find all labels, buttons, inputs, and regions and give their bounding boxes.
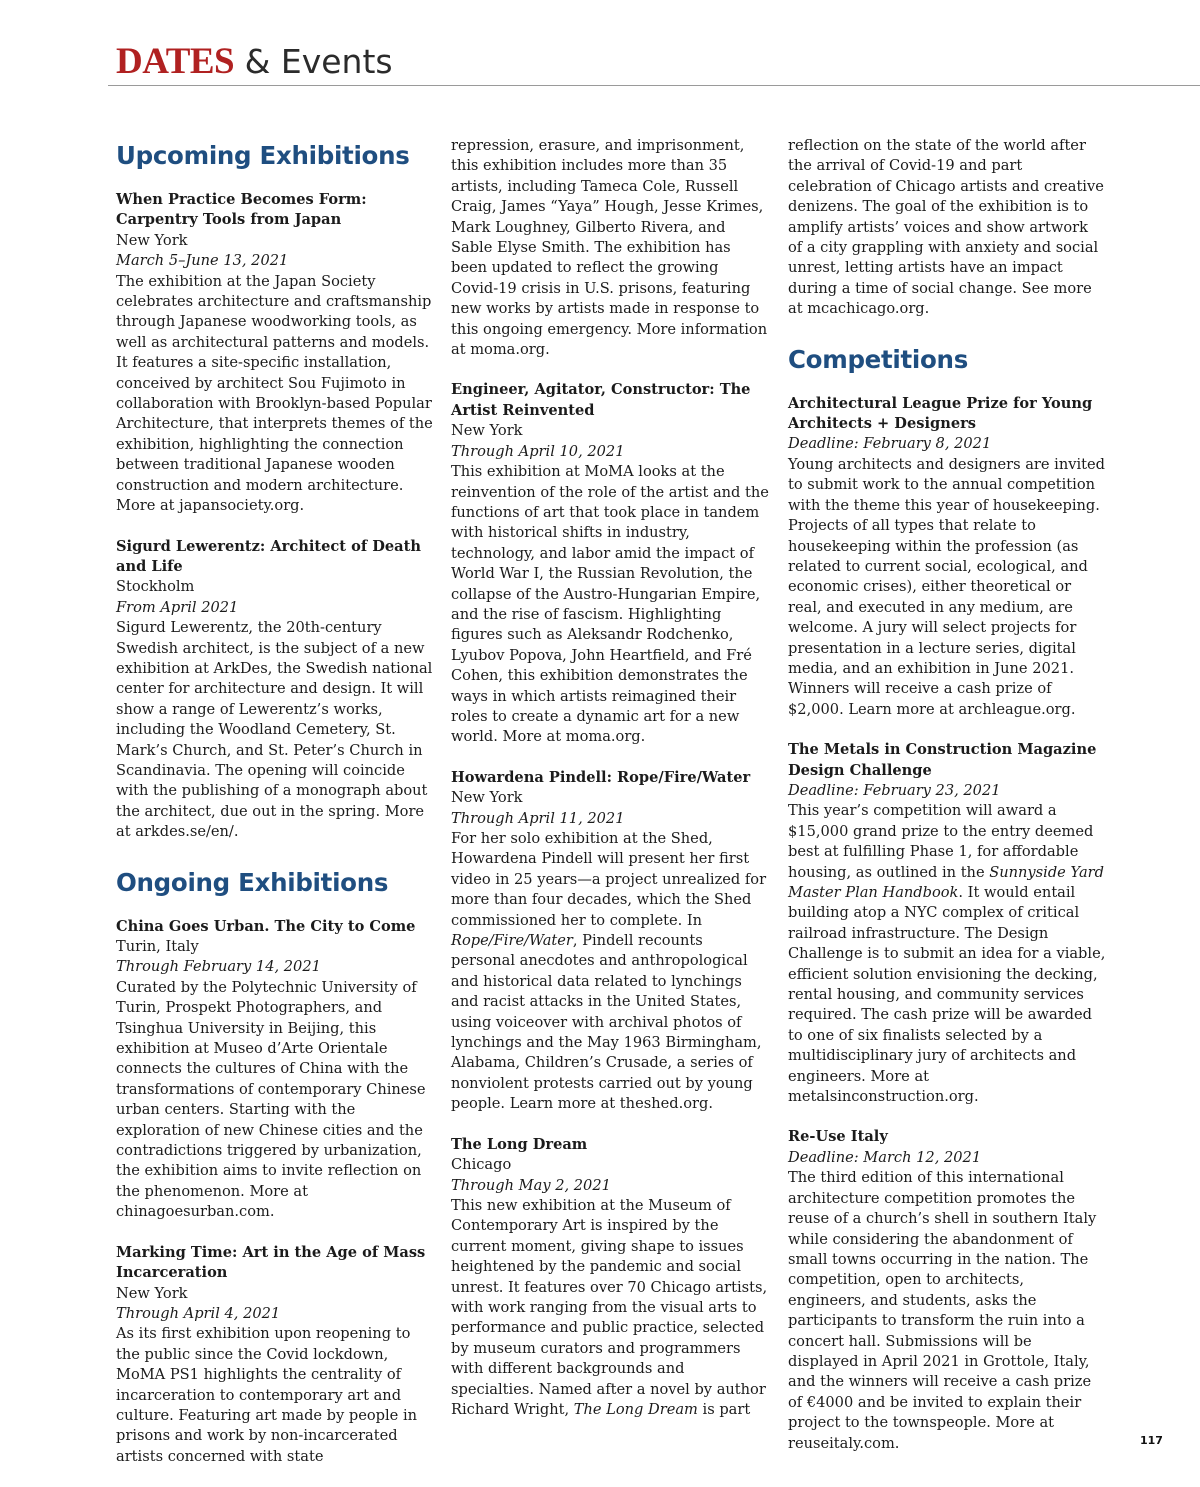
entry-date: Through April 10, 2021 (451, 442, 625, 460)
entry-body: Young architects and designers are invited to submit work to the annual competition with the theme this year of housekeeping. Projects of all types that relate to housekeeping within the profession (as related to current social, ecological, and economic crises), either theoretical or real, and executed in any medium, are welcome. A jury will select projects for presentation in a lecture series, digital media, and an exhibition in June 2021. Winners will receive a cash prize of $2,000. Learn more at archleague.org. (788, 455, 1105, 718)
header-rule (108, 85, 1200, 86)
entry-body: Sigurd Lewerentz, the 20th-century Swedish architect, is the subject of a new exhibition at ArkDes, the Swedish national center for architecture and design. It will show a range of Lewerentz’s works, including the Woodland Cemetery, St. Mark’s Church, and St. Peter’s Church in Scandinavia. The opening will coincide with the publishing of a monograph about the architect, due out in the spring. More at arkdes.se/en/. (116, 619, 433, 841)
entry-body: The third edition of this international architecture competition promotes the reuse of a church’s shell in southern Italy while considering the abandonment of small towns occurring in the nation. The competition, open to architects, engineers, and students, asks the participants to transform the ruin into a concert hall. Submissions will be displayed in April 2021 in Grottole, Italy, and the winners will receive a cash prize of €4000 and be invited to explain their project to the townspeople. More at reuseitaly.com. (788, 1169, 1097, 1452)
entry-body-continued: repression, erasure, and imprisonment, this exhibition includes more than 35 artists, including Tameca Cole, Russell Craig, James “Yaya” Hough, Jesse Krimes, Mark Loughney, Gilberto Rivera, and Sable Elyse Smith. The exhibition has been updated to reflect the growing Covid-19 crisis in U.S. prisons, featuring new works by artists made in response to this ongoing emergency. More information at moma.org. (451, 137, 768, 359)
entry-deadline: Deadline: February 23, 2021 (788, 781, 1001, 799)
entry-location: Stockholm (116, 578, 195, 596)
page-header (116, 40, 393, 84)
entry-location: New York (451, 789, 523, 807)
entry-title: China Goes Urban. The City to Come (116, 917, 416, 935)
entry-location: New York (451, 422, 523, 440)
entry-body-text: , Pindell recounts personal anecdotes and anthropological and historical data related to lynchings and racist attacks in the United States, using voiceover with archival photos of lynchings and the May 1963 Birmingham, Alabama, Children’s Crusade, a series of nonviolent protests carried out by young people. Learn more at theshed.org. (451, 932, 762, 1113)
entry-body-text: . It would entail building atop a NYC complex of critical railroad infrastructure. The Design Challenge is to submit an idea for a viable, efficient solution envisioning the decking, rental housing, and community services required. The cash prize will be awarded to one of six finalists selected by a multidisciplinary jury of architects and engineers. More at metalsinconstruction.org. (788, 884, 1106, 1106)
entry-date: Through February 14, 2021 (116, 958, 321, 976)
entry-body: The exhibition at the Japan Society celebrates architecture and craftsmanship through Japanese woodworking tools, as well as architectural patterns and models. It features a site-specific installation, conceived by architect Sou Fujimoto in collaboration with Brooklyn-based Popular Architecture, that interprets themes of the exhibition, highlighting the connection between traditional Japanese wooden construction and modern architecture. More at japansociety.org. (116, 272, 433, 515)
entry-title: Re-Use Italy (788, 1128, 888, 1146)
entry-location: Turin, Italy (116, 938, 199, 955)
page-number: 117 (1140, 1434, 1163, 1447)
entry-title: Engineer, Agitator, Constructor: The Artist Reinvented (451, 381, 751, 419)
listing-entry (788, 1127, 1106, 1454)
entry-date: Through April 11, 2021 (451, 809, 625, 827)
entry-date: Through April 4, 2021 (116, 1304, 281, 1322)
heading-ongoing-exhibitions: Ongoing Exhibitions (116, 867, 389, 897)
entry-body: As its first exhibition upon reopening to the public since the Covid lockdown, MoMA PS1 highlights the centrality of incarceration to contemporary art and culture. Featuring art made by people in prisons and work by non-incarcerated artists concerned with state (116, 1325, 418, 1465)
listing-entry (116, 190, 434, 517)
entry-body-text: This new exhibition at the Museum of Contemporary Art is inspired by the current moment, giving shape to issues heightened by the pandemic and social unrest. It features over 70 Chicago artists, with work ranging from the visual arts to performance and public practice, selected by museum curators and programmers with different backgrounds and specialties. Named after a novel by author Richard Wright, (451, 1196, 768, 1418)
entry-title: The Long Dream (451, 1135, 588, 1153)
listing-entry (788, 740, 1106, 1107)
entry-date: From April 2021 (116, 598, 239, 616)
entry-date: March 5–June 13, 2021 (116, 252, 289, 270)
section-title-dates: DATES (116, 41, 235, 82)
entry-title: The Metals in Construction Magazine Design Challenge (788, 741, 1097, 779)
heading-upcoming-exhibitions: Upcoming Exhibitions (116, 141, 410, 170)
entry-body: Curated by the Polytechnic University of Turin, Prospekt Photographers, and Tsinghua University in Beijing, this exhibition at Museo d’Arte Orientale connects the cultures of China with the transformations of contemporary Chinese urban centers. Starting with the exploration of new Chinese cities and the contradictions triggered by urbanization, the exhibition aims to invite reflection on the phenomenon. More at chinagoesurban.com. (116, 978, 426, 1221)
entry-body (451, 829, 769, 1115)
entry-body-continued: reflection on the state of the world after the arrival of Covid-19 and part celebration of Chicago artists and creative denizens. The goal of the exhibition is to amplify artists’ voices and show artwork of a city grappling with anxiety and social unrest, letting artists have an impact during a time of social change. See more at mcachicago.org. (788, 137, 1104, 318)
listing-entry (451, 768, 769, 1115)
entry-body (451, 1196, 769, 1420)
listing-entry (451, 1135, 769, 1421)
entry-body-text: For her solo exhibition at the Shed, Howardena Pindell will present her first video in 25 years—a project unrealized for more than four decades, which the Shed commissioned her to complete. In (451, 830, 767, 929)
entry-body-italic: Sunnyside Yard Master Plan Handbook (788, 863, 1104, 901)
column-1 (116, 136, 434, 1487)
entry-title: Sigurd Lewerentz: Architect of Death and Life (116, 537, 421, 575)
entry-body (788, 801, 1106, 1107)
entry-title: Howardena Pindell: Rope/Fire/Water (451, 768, 751, 786)
entry-body-italic: The Long Dream (573, 1400, 698, 1418)
entry-location: New York (116, 231, 188, 249)
entry-title: Architectural League Prize for Young Architects + Designers (788, 394, 1093, 433)
entry-title: When Practice Becomes Form: Carpentry Tools from Japan (116, 191, 367, 229)
entry-body: This exhibition at MoMA looks at the reinvention of the role of the artist and the functions of art that took place in tandem with historical shifts in industry, technology, and labor amid the impact of World War I, the Russian Revolution, the collapse of the Austro-Hungarian Empire, and the rise of fascism. Highlighting figures such as Aleksandr Rodchenko, Lyubov Popova, John Heartfield, and Fré Cohen, this exhibition demonstrates the ways in which artists reimagined their roles to create a dynamic art for a new world. More at moma.org. (451, 463, 769, 746)
entry-title: Marking Time: Art in the Age of Mass Incarceration (116, 1243, 426, 1282)
entry-location: Chicago (451, 1156, 512, 1174)
entry-deadline: Deadline: March 12, 2021 (788, 1148, 982, 1166)
listing-entry (116, 537, 434, 843)
column-3 (788, 136, 1106, 1474)
column-2 (451, 136, 769, 1440)
entry-location: New York (116, 1284, 188, 1302)
entry-date: Through May 2, 2021 (451, 1176, 611, 1194)
entry-deadline: Deadline: February 8, 2021 (788, 435, 992, 453)
entry-body-text: This year’s competition will award a $15,000 grand prize to the entry deemed best at fulfilling Phase 1, for affordable housing, as outlined in the (788, 802, 1094, 881)
entry-body-text: is part (697, 1400, 751, 1418)
listing-entry (116, 1243, 434, 1467)
entry-body-italic: Rope/Fire/Water (451, 932, 573, 950)
listing-entry (451, 380, 769, 747)
listing-entry (788, 394, 1106, 721)
heading-competitions: Competitions (788, 344, 968, 374)
listing-entry (116, 917, 434, 1223)
section-title-events: & Events (234, 42, 393, 81)
